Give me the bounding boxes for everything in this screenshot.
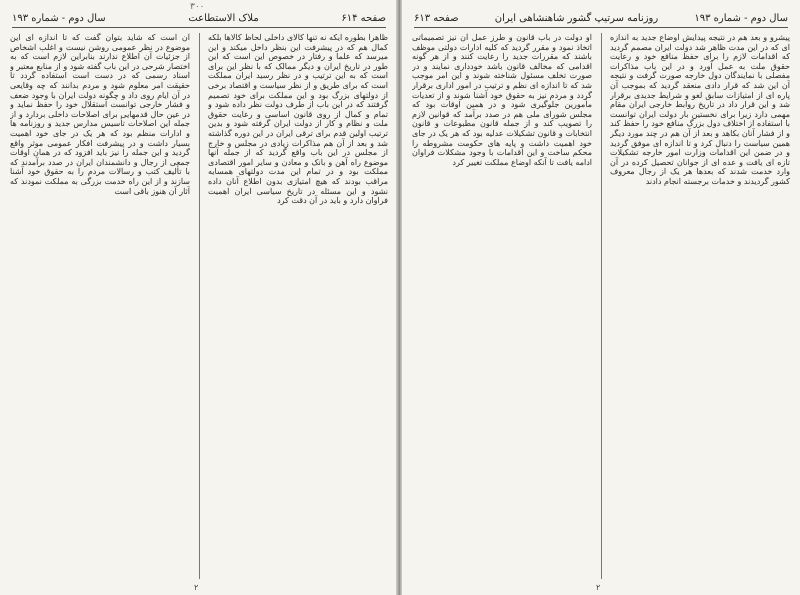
right-page bbox=[402, 0, 800, 595]
column-text: پیشرو و بعد هم در نتیجه پیدایش اوضاع جدید به اندازه ای که در این مدت ظاهر شد دولت ایران مصمم گردید که اقدامات لازم را برای حفظ منافع خود و رعایت حقوق ملت به عمل آورد و در این باب مذاکرات مفصلی با نمایندگان دول خارجه صورت گرفت و نتیجه آن این شد که قرار دادی منعقد گردید که بموجب آن پاره ای از امتیازات سابق لغو و شرایط جدیدی برقرار شد و این قرار داد در تاریخ روابط خارجی ایران مقام مهمی دارد زیرا برای نخستین بار دولت ایران توانست با استفاده از اختلاف دول بزرگ منافع خود را حفظ کند و از فشار آنان بکاهد و بعد از آن هم در چند مورد دیگر همین سیاست را دنبال کرد و تا اندازه ای موفق گردید و در ضمن این اقدامات وزارت امور خارجه تشکیلات تازه ای یافت و عده ای از جوانان تحصیل کرده در آن وارد خدمت شدند که بعدها هر یک از رجال معروف کشور گردیدند و خدمات برجسته انجام دادند bbox=[610, 33, 790, 186]
text-column-left bbox=[10, 33, 190, 581]
column-divider bbox=[601, 33, 602, 579]
page-title: روزنامه سرتیپ گشور شاهنشاهی ایران bbox=[494, 12, 659, 24]
page-folio: ۲ bbox=[194, 583, 199, 592]
column-divider bbox=[199, 33, 200, 579]
header-rule bbox=[414, 27, 788, 28]
column-text: ظاهرا بطوره ایکه نه تنها کالای داخلی لحاظ کالاها بلکه کمال هم که در پیشرفت این بنظر داخل میکند و این میرسد که علما و رفتار در خصوص این است که این طور در تاریخ ایران و دیگر ممالک که با نظر این برای است که به این ترتیب و در نظر رسید ایران مملکت است که برای طریق و از نظر سیاست و اقتصاد برخی از دولتهای بزرگ بود و این مملکت برای خود تصمیم گرفتند که در این باب از طرف دولت نظر داده شود و تمام و کمال از روی قانون اساسی و رعایت حقوق ملت و نظام و کار از دولت ایران گرفته شود و بدین ترتیب اولین قدم برای ترقی ایران در این دوره گذاشته شد و بعد از آن هم مذاکرات زیادی در مجلس و خارج از مجلس در این باب واقع گردید که از جمله آنها موضوع راه آهن و بانک و معادن و سایر امور اقتصادی مملکت بود و در تمام این مدت دولتهای همسایه مراقب بودند که هیچ امتیازی بدون اطلاع آنان داده نشود و این مسئله در تاریخ سیاسی ایران اهمیت فراوان دارد و باید در آن دقت کرد bbox=[208, 33, 388, 206]
page-title: ملاک الاستطاعت bbox=[188, 12, 259, 24]
column-text: آن است که شاید بتوان گفت که تا اندازه ای این موضوع در نظر عمومی روشن نیست و اغلب اشخاص از جزئیات آن اطلاع ندارند بنابراین لازم است که به اختصار شرحی در این باب گفته شود و از منابع معتبر و اسناد رسمی که در دست است استفاده گردد تا حقیقت امر معلوم شود و مردم بدانند که چه وقایعی در آن ایام روی داد و چگونه دولت ایران با وجود ضعف و فشار خارجی توانست استقلال خود را حفظ نماید و در عین حال قدمهایی برای اصلاحات داخلی بردارد و از جمله این اصلاحات تأسیس مدارس جدید و روزنامه ها و ادارات منظم بود که هر یک در جای خود اهمیت بسیار داشت و در پیشرفت افکار عمومی موثر واقع گردید و این جمله را نیز باید افزود که در همان اوقات جمعی از رجال و دانشمندان ایران در صدد برآمدند که با تألیف کتب و رسالات مردم را به حقوق خود آشنا سازند و از این راه خدمت بزرگی به مملکت نمودند که آثار آن هنوز باقی است bbox=[10, 33, 190, 196]
column-text: او دولت در باب قانون و طرز عمل آن نیز تصمیماتی اتخاذ نمود و مقرر گردید که کلیه ادارات دولتی موظف باشند که مقررات جدید را رعایت کنند و از هر گونه اقدامی که مخالف قانون باشد خودداری نمایند و در صورت تخلف مسئول شناخته شوند و این امر موجب شد که تا اندازه ای نظم و ترتیب در امور اداری برقرار گردد و مردم نیز به حقوق خود آشنا شوند و از تعدیات مأمورین جلوگیری شود و در همین اوقات بود که مجلس شورای ملی هم در صدد برآمد که قوانین لازم را تصویب کند و از جمله قانون مطبوعات و قانون انتخابات و قانون تشکیلات عدلیه بود که هر یک در جای خود اهمیت داشت و پایه های حکومت مشروطه را محکم ساخت و این اقدامات با وجود مشکلات فراوان ادامه یافت تا آنکه اوضاع مملکت تغییر کرد bbox=[412, 33, 592, 167]
text-column-right bbox=[610, 33, 790, 581]
right-page-header bbox=[414, 10, 788, 26]
text-column-right bbox=[208, 33, 388, 581]
page-top-mark: ۳۰۰ bbox=[190, 2, 205, 12]
header-rule bbox=[12, 27, 386, 28]
left-page bbox=[0, 0, 398, 595]
page-number: صفحه ۶۱۴ bbox=[341, 12, 386, 24]
issue-label: سال دوم - شماره ۱۹۳ bbox=[12, 12, 106, 24]
issue-label: سال دوم - شماره ۱۹۳ bbox=[694, 12, 788, 24]
text-column-left bbox=[412, 33, 592, 581]
page-number: صفحه ۶۱۳ bbox=[414, 12, 459, 24]
left-page-header bbox=[12, 10, 386, 26]
page-folio: ۲ bbox=[596, 583, 601, 592]
